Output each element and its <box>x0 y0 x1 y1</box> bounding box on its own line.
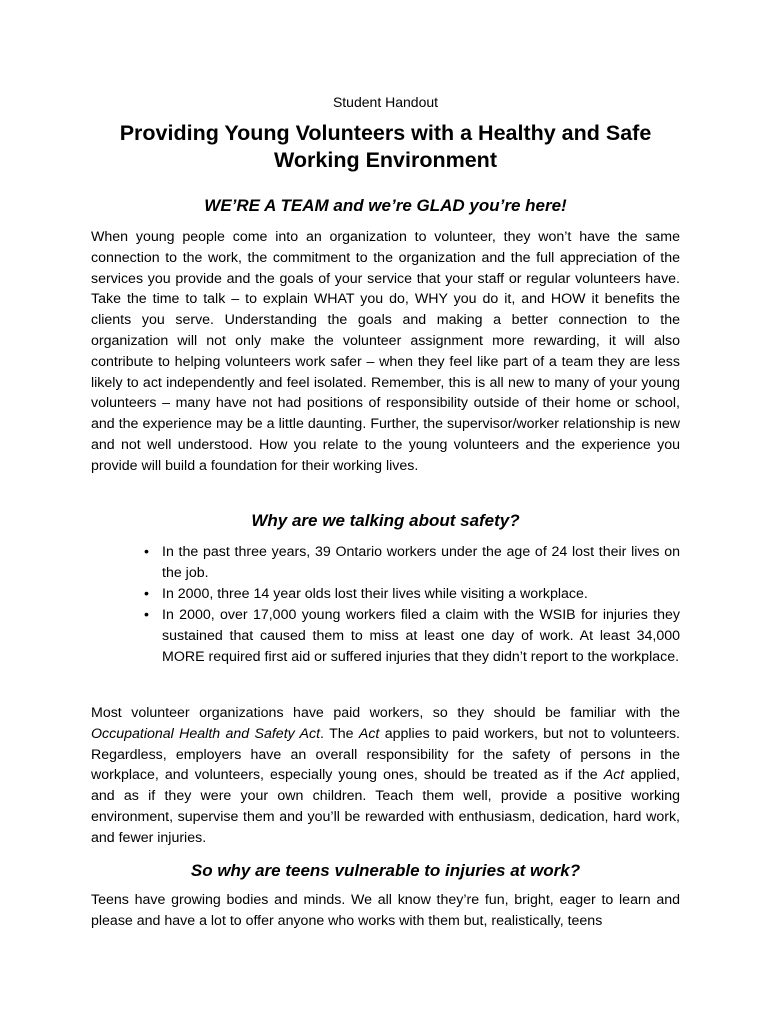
act-reference-2: Act <box>603 767 625 784</box>
act-paragraph-text-1: Most volunteer organizations have paid workers, so they should be familiar with the <box>91 705 680 721</box>
page-kicker: Student Handout <box>332 94 439 110</box>
list-item <box>91 542 680 584</box>
intro-paragraph: When young people come into an organization to volunteer, they won’t have the same connection to the work, the commitment to the organization and the full appreciation of the services you provide and the goals of your service that your staff or regular volunteers have. Take the time to talk – to explain WHAT you do, WHY you do it, and HOW it benefits the clients you serve. Understanding the goals and making a better connection to the organization will not only make the volunteer assignment more rewarding, it will also contribute to helping volunteers work safer – when they feel like part of a team they are less likely to act independently and feel isolated. Remember, this is all new to many of your young volunteers – many have not had positions of responsibility outside of their home or school, and the experience may be a little daunting. Further, the supervisor/worker relationship is new and not well understood. How you relate to the young volunteers and the experience you provide will build a foundation for their working lives. <box>91 229 680 474</box>
title-line-1: Providing Young Volunteers with a Healthy and Safe <box>119 121 652 145</box>
section-heading-safety: Why are we talking about safety? <box>251 511 520 530</box>
act-paragraph-text-4: applied, and as if they were your own children. Teach them well, provide a positive working environment, supervise them and you’ll be rewarded with enthusiasm, dedication, hard work, and fewer injuries. <box>91 767 681 846</box>
act-reference-1: Act <box>358 725 380 742</box>
section-heading-team: WE’RE A TEAM and we’re GLAD you’re here! <box>204 196 567 215</box>
page-title <box>91 120 680 174</box>
act-paragraph-text-3: applies to paid workers, but not to volunteers. Regardless, employers have an overall responsibility for the safety of persons in the workplace, and volunteers, especially young ones, should be treated as if the <box>91 725 680 784</box>
section-heading-vulnerable: So why are teens vulnerable to injuries at work? <box>190 861 581 880</box>
act-paragraph-text-2: . The <box>320 725 359 742</box>
bullet-icon: • <box>144 607 149 623</box>
bullet-icon: • <box>144 544 149 560</box>
list-item <box>91 584 680 605</box>
teens-paragraph: Teens have growing bodies and minds. We all know they’re fun, bright, eager to learn and please and have a lot to offer anyone who works with them but, realistically, teens <box>91 892 680 929</box>
act-paragraph <box>91 703 680 849</box>
title-line-2: Working Environment <box>274 148 497 172</box>
bullet-icon: • <box>144 586 149 602</box>
act-title: Occupational Health and Safety Act <box>91 725 321 742</box>
list-item-text: In 2000, over 17,000 young workers filed a claim with the WSIB for injuries they sustained that caused them to miss at least one day of work. At least 34,000 MORE required first aid or suffered injuries that they didn’t report to the workplace. <box>162 607 680 665</box>
list-item <box>91 605 680 668</box>
list-item-text: In the past three years, 39 Ontario workers under the age of 24 lost their lives on the job. <box>162 544 680 581</box>
list-item-text: In 2000, three 14 year olds lost their lives while visiting a workplace. <box>162 586 588 602</box>
safety-statistics-list <box>91 542 680 668</box>
